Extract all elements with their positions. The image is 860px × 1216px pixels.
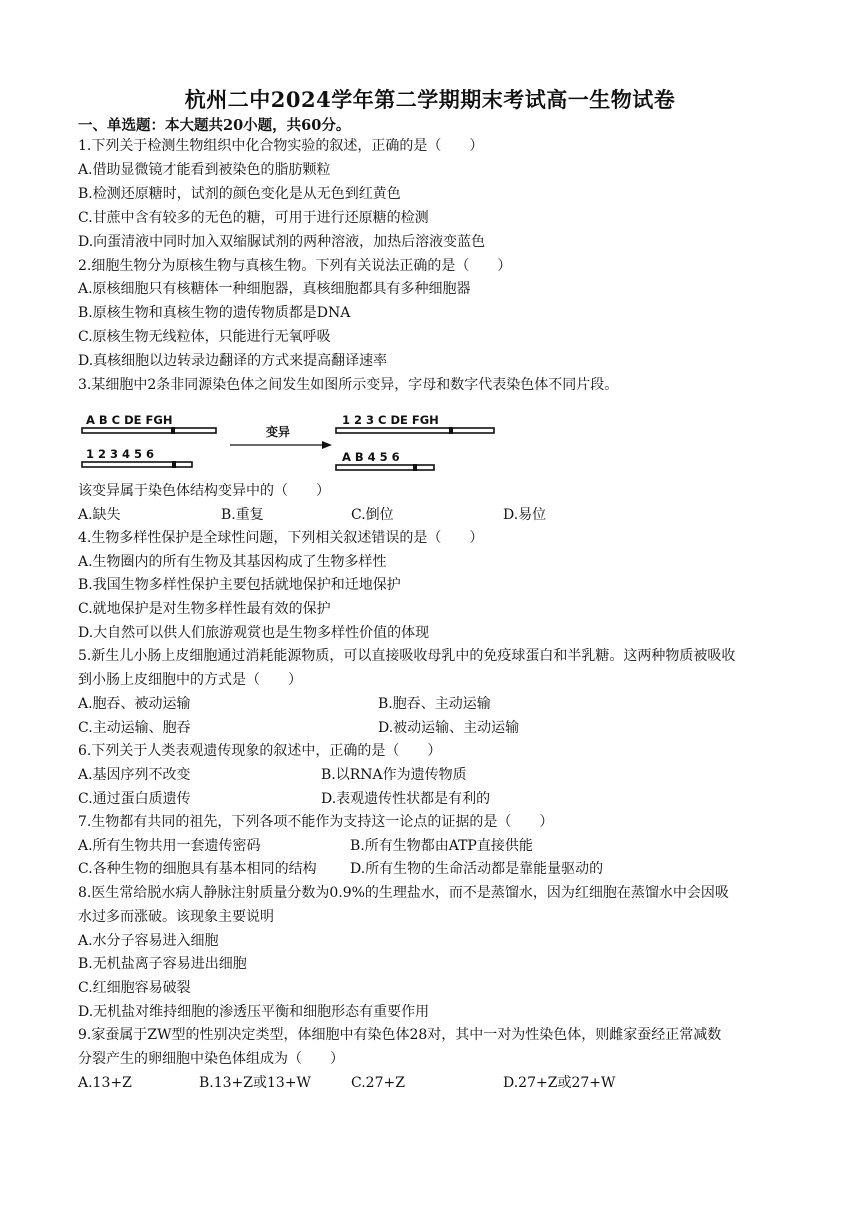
question-8-option-b: B.无机盐离子容易进出细胞 <box>78 956 247 972</box>
chromosome-top-after-label: 1 2 3 C DE FGH <box>342 413 439 427</box>
question-2-option-c: C.原核生物无线粒体，只能进行无氧呼吸 <box>78 329 331 345</box>
question-1-option-a: A.借助显微镜才能看到被染色的脂肪颗粒 <box>78 162 331 178</box>
question-7-option-c: C.各种生物的细胞具有基本相同的结构 <box>78 861 317 877</box>
chromosome-top-before <box>82 428 216 433</box>
question-9-option-c: C.27+Z <box>351 1075 405 1091</box>
question-4-option-d: D.大自然可以供人们旅游观赏也是生物多样性价值的体现 <box>78 625 430 641</box>
centromere-top-after <box>449 427 453 434</box>
question-7-option-b: B.所有生物都由ATP直接供能 <box>350 838 533 854</box>
question-6-option-b: B.以RNA作为遗传物质 <box>321 767 467 783</box>
question-2-option-b: B.原核生物和真核生物的遗传物质都是DNA <box>78 305 351 321</box>
question-9-stem-line-1: 9.家蚕属于ZW型的性别决定类型，体细胞中有染色体28对，其中一对为性染色体，则雌家蚕经正常减数 <box>78 1027 722 1043</box>
chromosome-translocation-diagram <box>78 408 508 478</box>
question-5-option-d: D.被动运输、主动运输 <box>378 720 520 736</box>
question-7-option-a: A.所有生物共用一套遗传密码 <box>78 838 261 854</box>
exam-title: 杭州二中2024学年第二学期期末考试高一生物试卷 <box>184 87 676 112</box>
variation-arrow-label: 变异 <box>266 425 291 439</box>
question-1-option-b: B.检测还原糖时，试剂的颜色变化是从无色到红黄色 <box>78 186 401 202</box>
chromosome-bottom-after <box>336 465 434 470</box>
question-1-option-c: C.甘蔗中含有较多的无色的糖，可用于进行还原糖的检测 <box>78 210 429 226</box>
chromosome-top-before-label: A B C DE FGH <box>86 413 173 427</box>
question-9-option-d: D.27+Z或27+W <box>503 1075 616 1091</box>
question-4-option-a: A.生物圈内的所有生物及其基因构成了生物多样性 <box>78 554 387 570</box>
question-7-stem: 7.生物都有共同的祖先，下列各项不能作为支持这一论点的证据的是（ ） <box>78 814 554 830</box>
question-9-option-a: A.13+Z <box>78 1075 132 1091</box>
question-5-stem-line-2: 到小肠上皮细胞中的方式是（ ） <box>78 672 302 688</box>
question-8-option-c: C.红细胞容易破裂 <box>78 980 191 996</box>
question-4-stem: 4.生物多样性保护是全球性问题，下列相关叙述错误的是（ ） <box>78 530 484 546</box>
chromosome-top-after <box>336 428 494 433</box>
question-6-stem: 6.下列关于人类表观遗传现象的叙述中，正确的是（ ） <box>78 743 442 759</box>
question-6-option-a: A.基因序列不改变 <box>78 767 191 783</box>
section-heading: 一、单选题：本大题共20小题，共60分。 <box>78 117 351 134</box>
question-8-stem-line-2: 水过多而涨破。该现象主要说明 <box>78 909 274 925</box>
question-6-option-d: D.表观遗传性状都是有利的 <box>321 791 491 807</box>
question-5-option-b: B.胞吞、主动运输 <box>378 696 491 712</box>
question-5-option-c: C.主动运输、胞吞 <box>78 720 191 736</box>
centromere-top-before <box>171 427 175 434</box>
question-6-option-c: C.通过蛋白质遗传 <box>78 791 191 807</box>
question-8-option-d: D.无机盐对维持细胞的渗透压平衡和细胞形态有重要作用 <box>78 1004 430 1020</box>
question-3-option-c: C.倒位 <box>351 507 394 523</box>
question-1-stem: 1.下列关于检测生物组织中化合物实验的叙述，正确的是（ ） <box>78 138 484 154</box>
question-7-option-d: D.所有生物的生命活动都是靠能量驱动的 <box>350 861 604 877</box>
question-3-follow-up: 该变异属于染色体结构变异中的（ ） <box>78 483 330 499</box>
chromosome-bottom-before-label: 1 2 3 4 5 6 <box>86 447 155 461</box>
question-8-stem-line-1: 8.医生常给脱水病人静脉注射质量分数为0.9%的生理盐水，而不是蒸馏水，因为红细胞在蒸馏水中会因吸 <box>78 885 729 901</box>
chromosome-bottom-after-label: A B 4 5 6 <box>342 450 400 464</box>
question-3-option-d: D.易位 <box>503 507 547 523</box>
question-2-option-d: D.真核细胞以边转录边翻译的方式来提高翻译速率 <box>78 353 388 369</box>
question-2-option-a: A.原核细胞只有核糖体一种细胞器，真核细胞都具有多种细胞器 <box>78 281 471 297</box>
question-4-option-c: C.就地保护是对生物多样性最有效的保护 <box>78 601 331 617</box>
question-5-option-a: A.胞吞、被动运输 <box>78 696 191 712</box>
question-3-option-b: B.重复 <box>221 507 264 523</box>
question-1-option-d: D.向蛋清液中同时加入双缩脲试剂的两种溶液，加热后溶液变蓝色 <box>78 234 486 250</box>
centromere-bottom-after <box>413 464 417 471</box>
question-8-option-a: A.水分子容易进入细胞 <box>78 933 219 949</box>
question-9-option-b: B.13+Z或13+W <box>199 1075 311 1091</box>
arrow-head-icon <box>322 441 332 449</box>
centromere-bottom-before <box>172 461 176 468</box>
question-9-stem-line-2: 分裂产生的卵细胞中染色体组成为（ ） <box>78 1051 344 1067</box>
question-2-stem: 2.细胞生物分为原核生物与真核生物。下列有关说法正确的是（ ） <box>78 258 512 274</box>
question-5-stem-line-1: 5.新生儿小肠上皮细胞通过消耗能源物质，可以直接吸收母乳中的免疫球蛋白和半乳糖。这两种物质被吸收 <box>78 648 736 664</box>
question-3-stem: 3.某细胞中2条非同源染色体之间发生如图所示变异，字母和数字代表染色体不同片段。 <box>78 377 619 393</box>
question-4-option-b: B.我国生物多样性保护主要包括就地保护和迁地保护 <box>78 577 401 593</box>
question-3-option-a: A.缺失 <box>78 507 121 523</box>
